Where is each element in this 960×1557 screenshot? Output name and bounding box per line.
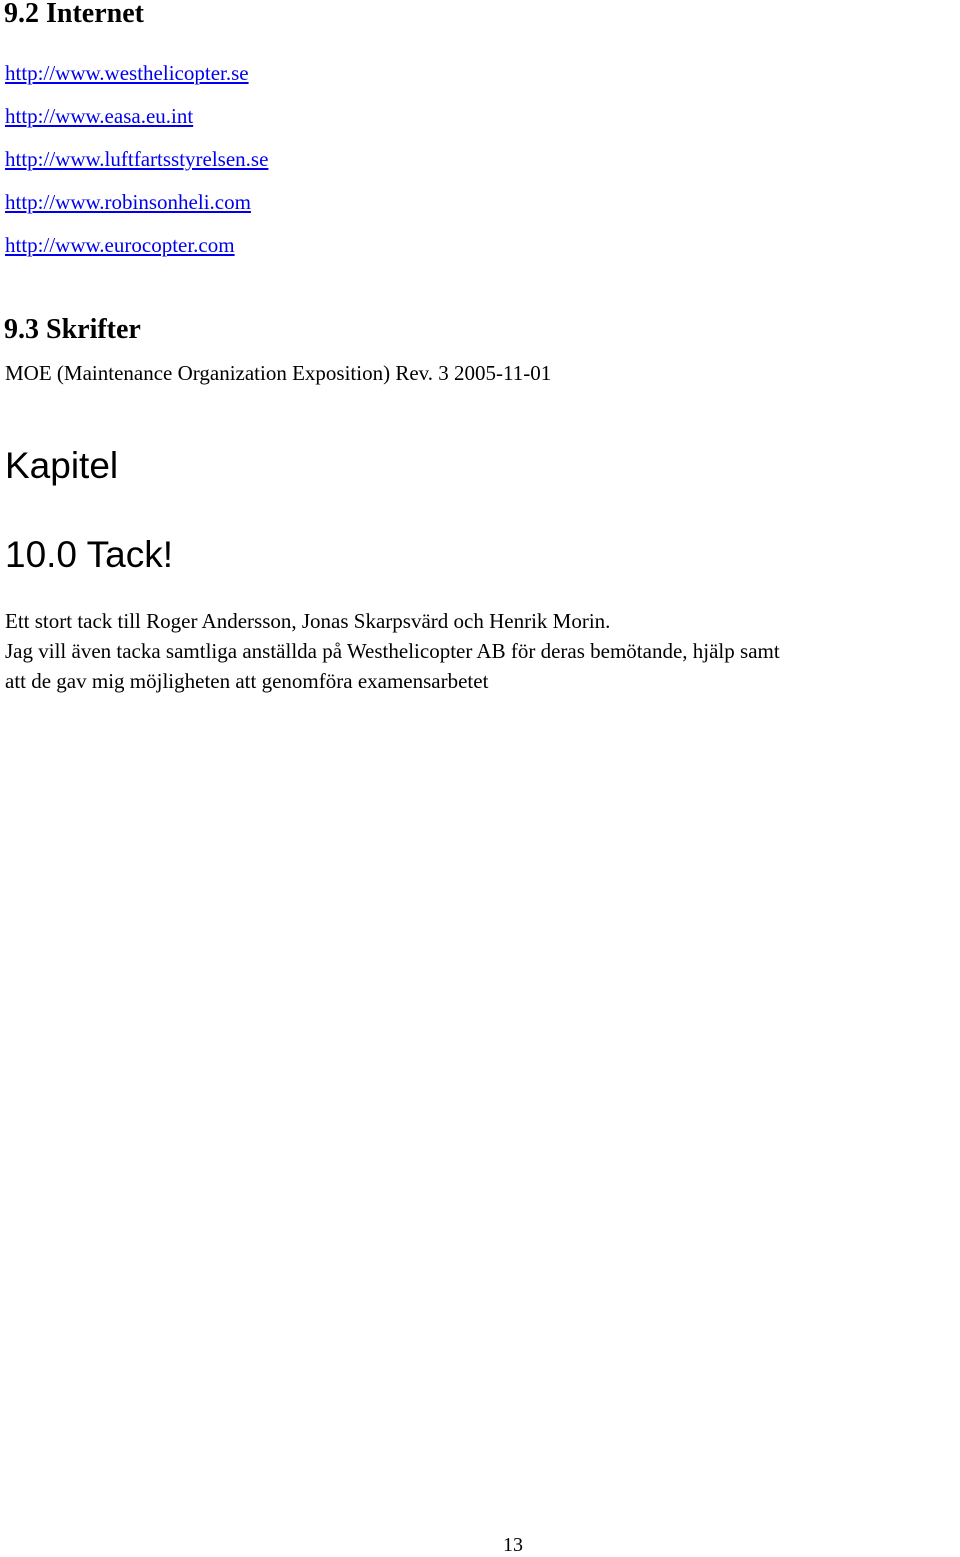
chapter-line-3: att de gav mig möjligheten att genomföra examensarbetet	[5, 669, 489, 693]
link-luftfartsstyrelsen[interactable]: http://www.luftfartsstyrelsen.se	[5, 147, 269, 171]
skrifter-reference: MOE (Maintenance Organization Exposition) Rev. 3 2005-11-01	[5, 361, 552, 385]
link-westhelicopter[interactable]: http://www.westhelicopter.se	[5, 61, 249, 85]
chapter-heading: 10.0 Tack!	[5, 534, 173, 575]
section-heading-internet: 9.2 Internet	[4, 0, 144, 29]
chapter-label: Kapitel	[5, 445, 119, 486]
chapter-line-1: Ett stort tack till Roger Andersson, Jonas Skarpsvärd och Henrik Morin.	[5, 609, 611, 633]
link-eurocopter[interactable]: http://www.eurocopter.com	[5, 233, 235, 257]
link-easa[interactable]: http://www.easa.eu.int	[5, 104, 194, 128]
link-robinsonheli[interactable]: http://www.robinsonheli.com	[5, 190, 251, 214]
chapter-line-2: Jag vill även tacka samtliga anställda på Westhelicopter AB för deras bemötande, hjälp samt	[5, 639, 780, 663]
section-heading-skrifter: 9.3 Skrifter	[4, 314, 141, 345]
page-number: 13	[503, 1534, 523, 1556]
